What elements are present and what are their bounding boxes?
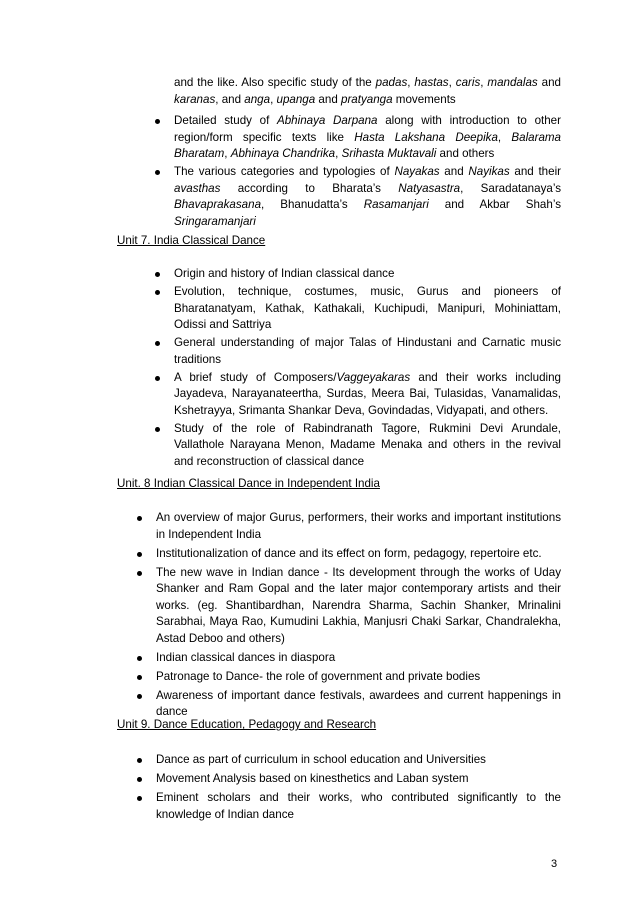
list-item: [134, 650, 561, 667]
italic-term: Bhavaprakasana: [174, 198, 262, 211]
list-item-text: The new wave in Indian dance - Its development through the works of Uday Shanker and Ram Gopal and the later major contemporary artists and their works. (eg. Shantibardhan, Narendra Sharma, Sachin Shanker, Mrinalini Sarabhai, Maya Rao, Kumudini Lakhia, Manjusri Chaki Sarkar, Chandralekha, Astad Deboo and others): [156, 565, 561, 645]
italic-term: karanas: [174, 92, 216, 106]
list-item-text: Indian classical dances in diaspora: [156, 650, 336, 664]
list-item: [152, 266, 561, 283]
bullet-icon: [155, 170, 160, 175]
bullet-icon: [137, 694, 142, 699]
bullet-icon: [137, 796, 142, 801]
bullet-icon: [137, 656, 142, 661]
italic-term: hastas: [414, 76, 449, 89]
italic-term: Abhinaya Darpana: [277, 114, 378, 127]
list-item-text: The various categories and typologies of Nayakas and Nayikas and their avasthas according to Bharata’s Natyasastra, Saradatanaya’s Bhavaprakasana, Bhanudatta’s Rasamanjari and Akbar Shah’s Sringaramanjari: [174, 165, 562, 228]
list-item-text: A brief study of Composers/Vaggeyakaras and their works including Jayadeva, Narayanateertha, Surdas, Meera Bai, Tulasidas, Vanamalidas, Kshetrayya, Srimanta Shankar Deva, Govindadas, Vidyapati, and others.: [174, 370, 561, 417]
list-item: [134, 771, 561, 788]
bullet-icon: [137, 777, 142, 782]
page-number: 3: [551, 858, 558, 870]
bullet-icon: [155, 272, 160, 277]
list-item: [152, 164, 561, 230]
list-item-text: Study of the role of Rabindranath Tagore, Rukmini Devi Arundale, Vallathole Narayana Menon, Madame Menaka and others in the revival and reconstruction of classical dance: [174, 421, 561, 468]
italic-term: Natyasastra: [398, 181, 461, 195]
continuation-paragraph: [174, 75, 561, 108]
unit8-list: [134, 510, 561, 721]
list-item-text: Awareness of important dance festivals, awardees and current happenings in dance: [156, 688, 561, 718]
list-item: [134, 565, 561, 648]
bullet-icon: [155, 376, 160, 381]
list-item: [134, 546, 561, 563]
italic-term: mandalas: [487, 76, 538, 89]
unit9-list: [134, 752, 561, 823]
bullet-icon: [155, 119, 160, 124]
list-item: [134, 510, 561, 543]
italic-term: Srihasta Muktavali: [341, 147, 437, 160]
list-item-text: Evolution, technique, costumes, music, Gurus and pioneers of Bharatanatyam, Kathak, Kathakali, Kuchipudi, Manipuri, Mohiniattam, Odissi and Sattriya: [174, 285, 561, 331]
italic-term: Balarama Bharatam: [174, 130, 562, 160]
bullet-icon: [155, 290, 160, 295]
bullet-icon: [137, 675, 142, 680]
bullet-icon: [155, 427, 160, 432]
list-item-text: Patronage to Dance- the role of government and private bodies: [156, 669, 481, 683]
bullet-icon: [137, 516, 142, 521]
list-item: [134, 790, 561, 823]
list-item-text: Dance as part of curriculum in school education and Universities: [156, 753, 486, 766]
italic-term: Vaggeyakaras: [336, 370, 411, 384]
unit7-list: [152, 266, 561, 470]
italic-term: upanga: [276, 92, 316, 106]
italic-term: padas: [375, 76, 408, 89]
italic-term: Abhinaya Chandrika: [230, 147, 336, 160]
italic-term: caris: [455, 76, 481, 89]
list-item: [152, 421, 561, 471]
italic-term: avasthas: [174, 181, 221, 195]
list-item: [152, 335, 561, 368]
italic-term: pratyanga: [341, 92, 393, 106]
italic-term: Sringaramanjari: [174, 214, 256, 228]
italic-term: Hasta Lakshana Deepika: [354, 130, 498, 144]
unit9-heading: Unit 9. Dance Education, Pedagogy and Research: [117, 718, 377, 731]
list-item-text: Origin and history of Indian classical dance: [174, 267, 395, 280]
list-item: [134, 752, 561, 769]
list-item-text: Institutionalization of dance and its effect on form, pedagogy, repertoire etc.: [156, 546, 542, 560]
list-item: [152, 370, 561, 420]
continuation-text: and the like. Also specific study of the padas, hastas, caris, mandalas and karanas, and anga, upanga and pratyanga movements: [174, 76, 561, 106]
list-item: [134, 688, 561, 721]
list-item-text: Eminent scholars and their works, who contributed significantly to the knowledge of Indian dance: [156, 791, 561, 821]
italic-term: Nayikas: [468, 165, 510, 178]
list-item: [152, 113, 561, 163]
list-item: [134, 669, 561, 686]
list-item: [152, 284, 561, 334]
list-item-text: Movement Analysis based on kinesthetics and Laban system: [156, 772, 469, 785]
list-item-text: An overview of major Gurus, performers, their works and important institutions in Independent India: [156, 511, 561, 541]
texts-list: [152, 113, 561, 230]
unit7-heading: Unit 7. India Classical Dance: [117, 234, 266, 247]
italic-term: anga: [244, 92, 271, 106]
unit8-heading: Unit. 8 Indian Classical Dance in Independent India: [117, 477, 380, 490]
list-item-text: Detailed study of Abhinaya Darpana along with introduction to other region/form specific texts like Hasta Lakshana Deepika, Balarama Bharatam, Abhinaya Chandrika, Srihasta Muktavali and others: [174, 114, 562, 160]
bullet-icon: [155, 341, 160, 346]
italic-term: Nayakas: [394, 165, 440, 178]
italic-term: Rasamanjari: [363, 198, 429, 211]
list-item-text: General understanding of major Talas of Hindustani and Carnatic music traditions: [174, 336, 561, 366]
bullet-icon: [137, 552, 142, 557]
bullet-icon: [137, 571, 142, 576]
bullet-icon: [137, 758, 142, 763]
